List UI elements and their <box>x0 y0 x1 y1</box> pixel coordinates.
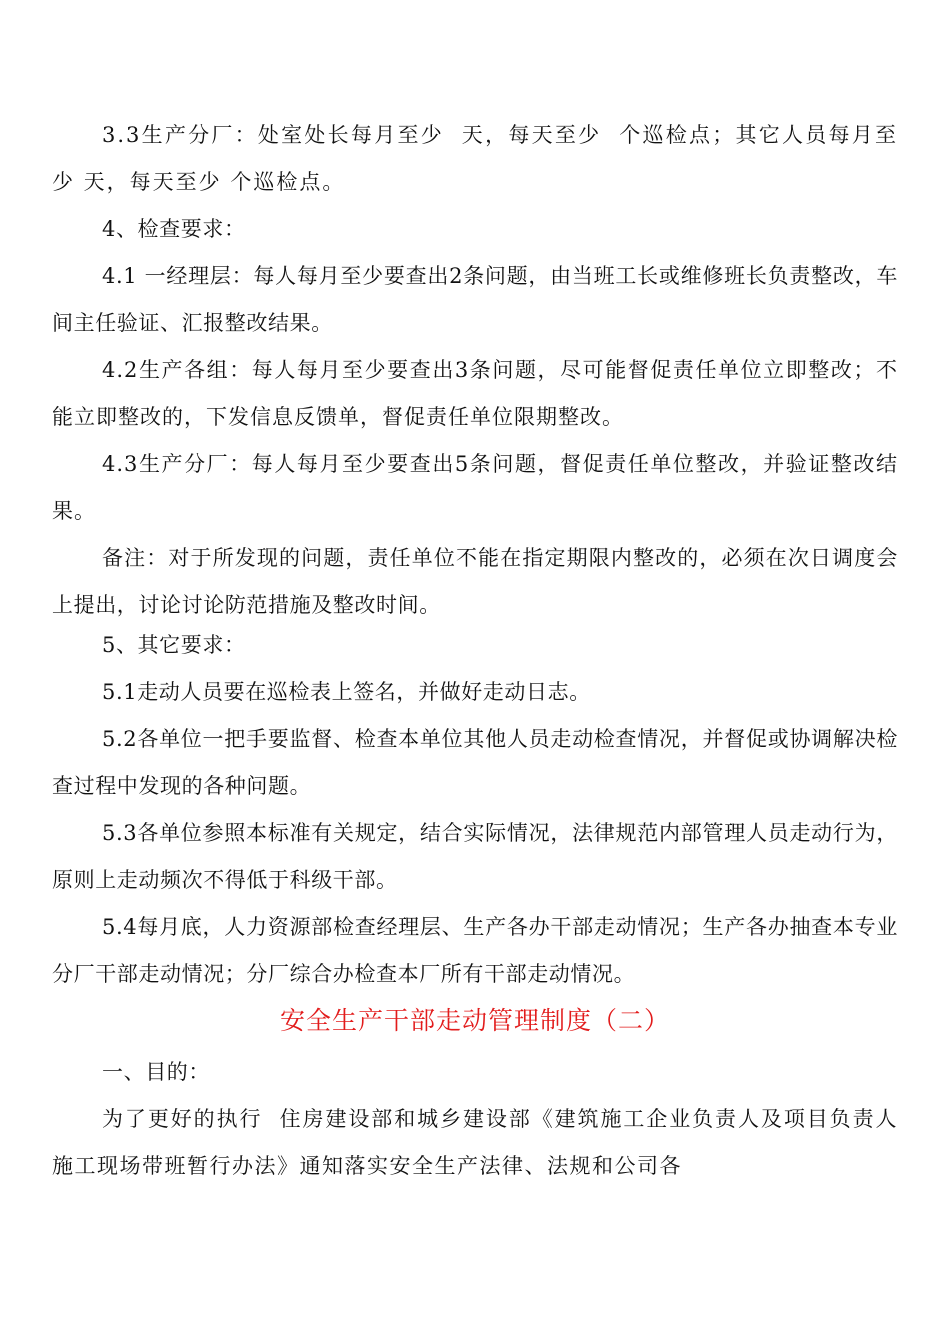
paragraph-5-1: 5.1走动人员要在巡检表上签名，并做好走动日志。 <box>102 680 591 704</box>
paragraph-5-2: 5.2各单位一把手要监督、检查本单位其他人员走动检查情况，并督促或协调解决检查过程中发现的各种问题。 <box>52 727 898 798</box>
paragraph-note: 备注：对于所发现的问题，责任单位不能在指定期限内整改的，必须在次日调度会上提出，讨论讨论防范措施及整改时间。 <box>52 546 898 617</box>
paragraph-3-3: 3.3生产分厂：处室处长每月至少 天，每天至少 个巡检点；其它人员每月至少 天，每天至少 个巡检点。 <box>52 123 898 194</box>
section-title: 安全生产干部走动管理制度（二） <box>279 1006 670 1035</box>
paragraph-5-4: 5.4每月底，人力资源部检查经理层、生产各办干部走动情况；生产各办抽查本专业分厂干部走动情况；分厂综合办检查本厂所有干部走动情况。 <box>52 915 898 986</box>
heading-purpose: 一、目的： <box>102 1060 210 1084</box>
paragraph-4-1: 4.1 一经理层：每人每月至少要查出2条问题，由当班工长或维修班长负责整改，车间主任验证、汇报整改结果。 <box>52 264 898 335</box>
paragraph-4-2: 4.2生产各组：每人每月至少要查出3条问题，尽可能督促责任单位立即整改；不能立即整改的，下发信息反馈单，督促责任单位限期整改。 <box>52 358 898 429</box>
paragraph-purpose-intro: 为了更好的执行 住房建设部和城乡建设部《建筑施工企业负责人及项目负责人施工现场带班暂行办法》通知落实安全生产法律、法规和公司各 <box>52 1107 898 1178</box>
paragraph-4-3: 4.3生产分厂：每人每月至少要查出5条问题，督促责任单位整改，并验证整改结果。 <box>52 452 898 523</box>
paragraph-5-3: 5.3各单位参照本标准有关规定，结合实际情况，法律规范内部管理人员走动行为，原则上走动频次不得低于科级干部。 <box>52 821 898 892</box>
heading-check-requirements: 4、检查要求： <box>102 217 246 241</box>
heading-other-requirements: 5、其它要求： <box>102 633 246 657</box>
